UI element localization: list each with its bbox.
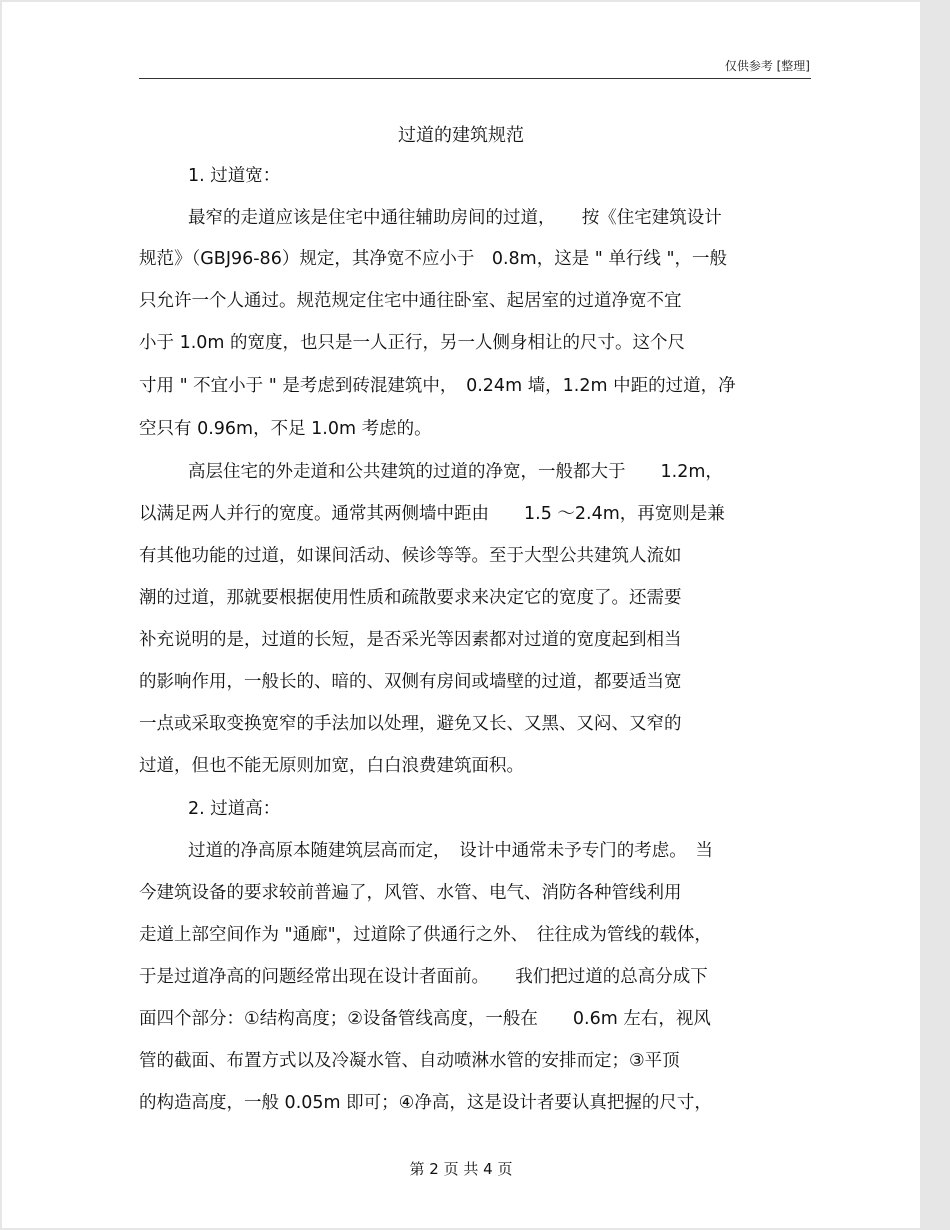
section-heading-width: 1. 过道宽： <box>188 166 281 186</box>
paragraph-line: 以满足两人并行的宽度。通常其两侧墙中距由 1.5 ～2.4m，再宽则是兼 <box>139 504 725 524</box>
document-page <box>2 2 920 1228</box>
paragraph-line: 于是过道净高的问题经常出现在设计者面前。 我们把过道的总高分成下 <box>139 967 708 987</box>
paragraph-line: 的构造高度，一般 0.05m 即可；④净高，这是设计者要认真把握的尺寸， <box>139 1093 712 1113</box>
document-title: 过道的建筑规范 <box>398 125 524 146</box>
paragraph-line: 高层住宅的外走道和公共建筑的过道的净宽，一般都大于 1.2m， <box>188 462 723 482</box>
paragraph-line: 一点或采取变换宽窄的手法加以处理，避免又长、又黑、又闷、又窄的 <box>139 714 682 734</box>
section-heading-height: 2. 过道高： <box>188 799 281 819</box>
paragraph-line: 今建筑设备的要求较前普遍了，风管、水管、电气、消防各种管线利用 <box>139 883 682 903</box>
paragraph-line: 潮的过道，那就要根据使用性质和疏散要求来决定它的宽度了。还需要 <box>139 588 682 608</box>
paragraph-line: 小于 1.0m 的宽度，也只是一人正行，另一人侧身相让的尺寸。这个尺 <box>139 333 686 353</box>
paragraph-line: 有其他功能的过道，如课间活动、候诊等等。至于大型公共建筑人流如 <box>139 546 682 566</box>
paragraph-line: 最窄的走道应该是住宅中通往辅助房间的过道， 按《住宅建筑设计 <box>188 208 722 228</box>
page-number-footer: 第 2 页 共 4 页 <box>409 1160 513 1178</box>
header-note: 仅供参考 [整理] <box>724 59 810 73</box>
paragraph-line: 寸用 " 不宜小于 " 是考虑到砖混建筑中， 0.24m 墙，1.2m 中距的过道，净 <box>139 376 736 396</box>
paragraph-line: 走道上部空间作为 "通廊"，过道除了供通行之外、 往往成为管线的载体， <box>139 925 712 945</box>
paragraph-line: 只允许一个人通过。规范规定住宅中通往卧室、起居室的过道净宽不宜 <box>139 291 682 311</box>
paragraph-line: 空只有 0.96m，不足 1.0m 考虑的。 <box>139 419 432 439</box>
paragraph-line: 过道的净高原本随建筑层高而定， 设计中通常未予专门的考虑。 当 <box>188 841 713 861</box>
paragraph-line: 管的截面、布置方式以及冷凝水管、自动喷淋水管的安排而定；③平顶 <box>139 1051 680 1071</box>
paragraph-line: 面四个部分：①结构高度；②设备管线高度，一般在 0.6m 左右，视风 <box>139 1009 711 1029</box>
paragraph-line: 过道，但也不能无原则加宽，白白浪费建筑面积。 <box>139 756 524 776</box>
paragraph-line: 补充说明的是，过道的长短，是否采光等因素都对过道的宽度起到相当 <box>139 630 682 650</box>
paragraph-line: 的影响作用，一般长的、暗的、双侧有房间或墙壁的过道，都要适当宽 <box>139 672 682 692</box>
paragraph-line: 规范》（GBJ96-86）规定，其净宽不应小于 0.8m，这是 " 单行线 "，一般 <box>139 249 727 269</box>
header-divider <box>139 78 811 79</box>
